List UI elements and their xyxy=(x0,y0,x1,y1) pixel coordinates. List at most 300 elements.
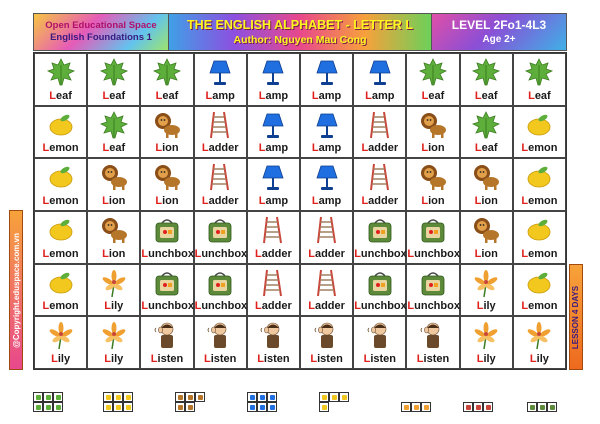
header-left-subtitle: English Foundations 1 xyxy=(50,32,152,43)
flashcard-label xyxy=(88,195,139,207)
lily-icon xyxy=(99,268,129,298)
flashcard-lunchbox xyxy=(406,264,459,317)
flashcard-label xyxy=(461,248,512,260)
lion-icon xyxy=(471,215,501,245)
flashcard-label xyxy=(88,300,139,312)
age-label: Age 2+ xyxy=(482,34,516,45)
flashcard-leaf xyxy=(140,53,193,106)
flashcard-label xyxy=(195,300,246,312)
flashcard-leaf xyxy=(87,53,140,106)
lily-icon xyxy=(46,320,76,350)
flashcard-label-rest: eaf xyxy=(481,89,498,102)
flashcard-label xyxy=(461,353,512,365)
lion-icon xyxy=(152,110,182,140)
thumbnail-card xyxy=(473,402,483,412)
thumbnail-card xyxy=(247,402,257,412)
flashcard-label-first-letter: L xyxy=(258,195,266,207)
lemon-icon xyxy=(524,215,554,245)
flashcard-label xyxy=(407,90,458,102)
leaf-icon xyxy=(524,57,554,87)
flashcard-lily xyxy=(460,316,513,369)
flashcard-ladder xyxy=(194,106,247,159)
flashcard-label xyxy=(248,195,299,207)
flashcard-label xyxy=(248,300,299,312)
listen-icon xyxy=(258,320,288,350)
flashcard-label-first-letter: L xyxy=(255,247,262,260)
flashcard-label-first-letter: L xyxy=(49,89,56,102)
flashcard-label-rest: amp xyxy=(265,89,289,102)
flashcard-label-rest: ily xyxy=(57,353,71,365)
flashcard-label xyxy=(35,142,86,154)
flashcard-label-rest: emon xyxy=(49,195,79,207)
flashcard-listen xyxy=(247,316,300,369)
flashcard-label-first-letter: L xyxy=(51,353,58,365)
flashcard-label xyxy=(354,195,405,207)
thumbnail-card xyxy=(185,402,195,412)
flashcard-label xyxy=(35,90,86,102)
flashcard-label xyxy=(461,142,512,154)
thumbnail-card xyxy=(401,402,411,412)
lily-icon xyxy=(471,320,501,350)
flashcard-label-rest: ion xyxy=(162,195,179,207)
flashcard-label-first-letter: L xyxy=(257,353,264,365)
flashcard-label-rest: unchbox xyxy=(414,300,460,313)
flashcard-lily xyxy=(513,316,566,369)
flashcard-label-first-letter: L xyxy=(310,353,318,365)
flashcard-label xyxy=(141,142,192,154)
flashcard-label-first-letter: L xyxy=(521,247,529,260)
listen-icon xyxy=(365,320,395,350)
thumbnail-card xyxy=(33,392,43,402)
lunchbox-icon xyxy=(152,215,182,245)
thumbnail-card xyxy=(123,392,133,402)
flashcard-lemon xyxy=(513,211,566,264)
flashcard-lunchbox xyxy=(140,264,193,317)
flashcard-label-rest: adder xyxy=(314,300,345,313)
flashcard-label xyxy=(301,353,352,365)
flashcard-lemon xyxy=(34,264,87,317)
flashcard-label-first-letter: L xyxy=(141,247,149,260)
lamp-icon xyxy=(258,110,288,140)
flashcard-label-rest: ion xyxy=(162,142,179,155)
flashcard-label-rest: amp xyxy=(371,89,395,102)
flashcard-label-first-letter: L xyxy=(205,89,213,102)
flashcard-label-first-letter: L xyxy=(421,195,429,207)
flashcard-label-first-letter: L xyxy=(474,89,482,102)
flashcard-ladder xyxy=(353,158,406,211)
flashcard-lamp xyxy=(247,158,300,211)
flashcard-label-rest: ily xyxy=(483,300,496,313)
ladder-icon xyxy=(365,110,395,140)
flashcard-ladder xyxy=(247,264,300,317)
header-banner xyxy=(33,13,567,51)
thumbnail-card xyxy=(113,402,123,412)
flashcard-label-first-letter: L xyxy=(104,353,112,365)
flashcard-lemon xyxy=(513,158,566,211)
flashcard-label-rest: ion xyxy=(481,195,498,207)
flashcard-leaf xyxy=(406,53,459,106)
flashcard-listen xyxy=(194,316,247,369)
flashcard-label xyxy=(407,195,458,207)
lion-icon xyxy=(418,162,448,192)
flashcard-label-rest: ily xyxy=(111,300,124,313)
flashcard-label-first-letter: L xyxy=(102,247,109,260)
flashcard-label-rest: ion xyxy=(108,247,126,260)
flashcard-label-first-letter: L xyxy=(311,142,319,155)
thumbnail-card xyxy=(195,392,205,402)
flashcard-lion xyxy=(87,158,140,211)
thumbnail-card xyxy=(339,392,349,402)
thumbnail-card xyxy=(319,402,329,412)
thumbnail-card xyxy=(103,392,113,402)
flashcard-lion xyxy=(140,106,193,159)
flashcard-label-first-letter: L xyxy=(421,142,429,155)
flashcard-label-first-letter: L xyxy=(474,195,482,207)
flashcard-lion xyxy=(406,106,459,159)
listen-icon xyxy=(205,320,235,350)
flashcard-label xyxy=(195,90,246,102)
page-title: THE ENGLISH ALPHABET - LETTER L xyxy=(187,17,413,32)
thumbnail-card xyxy=(103,402,113,412)
flashcard-label xyxy=(301,90,352,102)
flashcard-label xyxy=(141,195,192,207)
flashcard-listen xyxy=(406,316,459,369)
flashcard-label xyxy=(514,248,565,260)
flashcard-lamp xyxy=(194,53,247,106)
flashcard-label-rest: eaf xyxy=(162,89,179,102)
lamp-icon xyxy=(365,57,395,87)
thumbnail-card xyxy=(483,402,493,412)
flashcard-label xyxy=(407,353,458,365)
lunchbox-icon xyxy=(365,215,395,245)
flashcard-label-first-letter: L xyxy=(308,247,315,260)
ladder-icon xyxy=(365,162,395,192)
flashcard-label-rest: emon xyxy=(528,142,558,155)
flashcard-label-first-letter: L xyxy=(194,300,202,313)
flashcard-label-first-letter: L xyxy=(361,142,369,155)
lemon-icon xyxy=(524,268,554,298)
flashcard-label-first-letter: L xyxy=(311,89,319,102)
flashcard-label xyxy=(248,90,299,102)
lunchbox-icon xyxy=(365,268,395,298)
listen-icon xyxy=(152,320,182,350)
flashcard-label xyxy=(88,248,139,260)
ladder-icon xyxy=(205,110,235,140)
lemon-icon xyxy=(524,162,554,192)
flashcard-label-first-letter: L xyxy=(42,300,50,313)
flashcard-label xyxy=(88,353,139,365)
ladder-icon xyxy=(312,268,342,298)
flashcard-label xyxy=(354,300,405,312)
flashcard-listen xyxy=(140,316,193,369)
thumbnail-card xyxy=(43,402,53,412)
flashcard-label xyxy=(354,353,405,365)
flashcard-label-rest: unchbox xyxy=(201,247,248,260)
flashcard-label-rest: emon xyxy=(528,195,558,207)
leaf-icon xyxy=(152,57,182,87)
flashcard-label-first-letter: L xyxy=(476,300,484,313)
author-line: Author: Nguyen Mau Cong xyxy=(233,33,367,46)
leaf-icon xyxy=(46,57,76,87)
flashcard-label xyxy=(35,248,86,260)
flashcard-label-first-letter: L xyxy=(521,195,529,207)
flashcard-label-rest: ion xyxy=(428,195,445,207)
leaf-icon xyxy=(99,57,129,87)
flashcard-lion xyxy=(460,158,513,211)
flashcard-label-first-letter: L xyxy=(474,247,482,260)
flashcard-label-rest: unchbox xyxy=(201,300,248,313)
flashcard-lemon xyxy=(513,264,566,317)
thumbnail-card xyxy=(53,392,63,402)
lion-icon xyxy=(418,110,448,140)
flashcard-label-rest: amp xyxy=(265,142,289,155)
flashcard-label xyxy=(301,248,352,260)
flashcard-label xyxy=(195,353,246,365)
lemon-icon xyxy=(46,110,76,140)
header-center-panel xyxy=(168,14,432,50)
flashcard-label-rest: ily xyxy=(111,353,124,365)
flashcard-label-rest: emon xyxy=(49,142,79,155)
ladder-icon xyxy=(205,162,235,192)
flashcard-label-rest: ily xyxy=(536,353,549,365)
flashcard-label xyxy=(35,195,86,207)
lunchbox-icon xyxy=(205,268,235,298)
flashcard-label-first-letter: L xyxy=(521,300,529,313)
flashcard-label-first-letter: L xyxy=(42,142,50,155)
flashcard-label-first-letter: L xyxy=(155,142,163,155)
flashcard-label-rest: eaf xyxy=(534,89,551,102)
lion-icon xyxy=(99,162,129,192)
thumbnail-card xyxy=(527,402,537,412)
flashcard-label-first-letter: L xyxy=(361,195,369,207)
flashcard-label-rest: isten xyxy=(210,353,237,365)
leaf-icon xyxy=(99,110,129,140)
thumbnail-card xyxy=(463,402,473,412)
flashcard-label-first-letter: L xyxy=(155,195,163,207)
flashcard-label-first-letter: L xyxy=(421,89,429,102)
thumbnail-card xyxy=(257,392,267,402)
flashcard-ladder xyxy=(353,106,406,159)
flashcard-label-rest: emon xyxy=(528,300,558,313)
flashcard-listen xyxy=(353,316,406,369)
flashcard-label-rest: unchbox xyxy=(360,247,407,260)
flashcard-label xyxy=(514,142,565,154)
thumbnail-card xyxy=(267,392,277,402)
flashcard-label-first-letter: L xyxy=(255,300,262,313)
flashcard-lamp xyxy=(300,53,353,106)
flashcard-label-first-letter: L xyxy=(476,353,484,365)
flashcard-label xyxy=(248,248,299,260)
flashcard-label-rest: amp xyxy=(265,195,289,207)
flashcard-label-first-letter: L xyxy=(155,89,163,102)
lunchbox-icon xyxy=(152,268,182,298)
flashcard-label-rest: unchbox xyxy=(148,247,194,260)
flashcard-label-rest: ion xyxy=(428,142,445,155)
lunchbox-icon xyxy=(418,268,448,298)
thumbnail-card xyxy=(247,392,257,402)
flashcard-lily xyxy=(87,264,140,317)
flashcard-lamp xyxy=(247,106,300,159)
lamp-icon xyxy=(258,57,288,87)
lion-icon xyxy=(471,162,501,192)
flashcard-label xyxy=(301,195,352,207)
copyright-text: @Copyright.eduspace.com.vn xyxy=(11,232,21,348)
listen-icon xyxy=(418,320,448,350)
lamp-icon xyxy=(312,162,342,192)
flashcard-label-rest: unchbox xyxy=(148,300,194,313)
listen-icon xyxy=(312,320,342,350)
flashcard-label-rest: adder xyxy=(208,142,239,155)
flashcard-label-first-letter: L xyxy=(311,195,319,207)
flashcard-lunchbox xyxy=(406,211,459,264)
flashcard-leaf xyxy=(34,53,87,106)
flashcard-label-first-letter: L xyxy=(308,300,315,313)
flashcard-label xyxy=(461,300,512,312)
flashcard-label-first-letter: L xyxy=(407,300,415,313)
flashcard-lamp xyxy=(247,53,300,106)
thumbnail-card xyxy=(185,392,195,402)
flashcard-label-first-letter: L xyxy=(194,247,202,260)
flashcard-label-first-letter: L xyxy=(42,247,50,260)
flashcard-label xyxy=(407,142,458,154)
flashcard-label-rest: emon xyxy=(49,247,79,260)
flashcard-label-rest: isten xyxy=(263,353,290,365)
flashcard-label xyxy=(141,248,192,260)
flashcard-label-rest: eaf xyxy=(56,89,72,102)
lamp-icon xyxy=(205,57,235,87)
ladder-icon xyxy=(258,215,288,245)
flashcard-label-first-letter: L xyxy=(102,89,110,102)
lily-icon xyxy=(471,268,501,298)
flashcard-label-first-letter: L xyxy=(150,353,158,365)
flashcard-label-rest: emon xyxy=(49,300,79,313)
flashcard-label xyxy=(514,300,565,312)
flashcard-label-first-letter: L xyxy=(354,300,361,313)
flashcard-label-rest: unchbox xyxy=(360,300,407,313)
flashcard-label xyxy=(354,142,405,154)
flashcard-lunchbox xyxy=(194,211,247,264)
flashcard-label-first-letter: L xyxy=(416,353,424,365)
flashcard-label xyxy=(514,195,565,207)
flashcard-lunchbox xyxy=(194,264,247,317)
flashcard-lily xyxy=(34,316,87,369)
flashcard-grid xyxy=(33,52,567,370)
flashcard-label-rest: adder xyxy=(314,247,345,260)
flashcard-label-rest: amp xyxy=(318,195,342,207)
thumbnail-card xyxy=(547,402,557,412)
thumbnail-card xyxy=(329,392,339,402)
flashcard-label xyxy=(354,248,405,260)
lion-icon xyxy=(99,215,129,245)
flashcard-label xyxy=(141,353,192,365)
flashcard-lemon xyxy=(34,211,87,264)
flashcard-label-rest: emon xyxy=(528,247,558,260)
level-label: LEVEL 2Fo1-4L3 xyxy=(451,18,547,32)
flashcard-label xyxy=(514,353,565,365)
flashcard-lemon xyxy=(513,106,566,159)
thumbnail-card xyxy=(123,402,133,412)
flashcard-label xyxy=(195,248,246,260)
flashcard-leaf xyxy=(87,106,140,159)
leaf-icon xyxy=(418,57,448,87)
ladder-icon xyxy=(312,215,342,245)
flashcard-ladder xyxy=(300,264,353,317)
flashcard-label xyxy=(248,353,299,365)
flashcard-label-rest: eaf xyxy=(481,142,498,155)
flashcard-label-rest: eaf xyxy=(109,89,126,102)
flashcard-label xyxy=(407,248,458,260)
flashcard-label-first-letter: L xyxy=(203,353,211,365)
flashcard-lunchbox xyxy=(353,264,406,317)
flashcard-label-first-letter: L xyxy=(102,195,109,207)
flashcard-label xyxy=(461,195,512,207)
flashcard-label-rest: isten xyxy=(317,353,343,365)
thumbnail-card xyxy=(267,402,277,412)
flashcard-lion xyxy=(87,211,140,264)
flashcard-label-first-letter: L xyxy=(363,353,371,365)
flashcard-label-rest: isten xyxy=(370,353,396,365)
flashcard-label xyxy=(35,300,86,312)
flashcard-label xyxy=(141,90,192,102)
flashcard-label-first-letter: L xyxy=(141,300,149,313)
lamp-icon xyxy=(312,57,342,87)
flashcard-lily xyxy=(87,316,140,369)
flashcard-label-rest: amp xyxy=(318,89,342,102)
lemon-icon xyxy=(524,110,554,140)
flashcard-label xyxy=(141,300,192,312)
lion-icon xyxy=(152,162,182,192)
flashcard-lion xyxy=(460,211,513,264)
flashcard-lily xyxy=(460,264,513,317)
thumbnail-card xyxy=(257,402,267,412)
flashcard-label-first-letter: L xyxy=(258,89,266,102)
thumbnail-strip xyxy=(33,378,567,414)
flashcard-lemon xyxy=(34,158,87,211)
flashcard-label-first-letter: L xyxy=(521,142,529,155)
lesson-duration-text: LESSON 4 DAYS xyxy=(571,285,581,349)
flashcard-label xyxy=(514,90,565,102)
flashcard-label xyxy=(35,353,86,365)
flashcard-label xyxy=(195,142,246,154)
flashcard-lunchbox xyxy=(140,211,193,264)
flashcard-label-first-letter: L xyxy=(201,195,209,207)
leaf-icon xyxy=(471,110,501,140)
flashcard-ladder xyxy=(194,158,247,211)
flashcard-lamp xyxy=(300,106,353,159)
flashcard-label-first-letter: L xyxy=(42,195,50,207)
thumbnail-card xyxy=(411,402,421,412)
flashcard-label xyxy=(354,90,405,102)
flashcard-label xyxy=(407,300,458,312)
flashcard-label-rest: adder xyxy=(261,300,292,313)
flashcard-lion xyxy=(140,158,193,211)
flashcard-label-first-letter: L xyxy=(528,89,535,102)
flashcard-label xyxy=(461,90,512,102)
flashcard-ladder xyxy=(300,211,353,264)
flashcard-label xyxy=(248,142,299,154)
flashcard-label-rest: ily xyxy=(483,353,496,365)
header-left-panel xyxy=(34,14,168,50)
flashcard-label-first-letter: L xyxy=(365,89,372,102)
thumbnail-card xyxy=(537,402,547,412)
thumbnail-card xyxy=(43,392,53,402)
flashcard-ladder xyxy=(247,211,300,264)
flashcard-label-first-letter: L xyxy=(258,142,266,155)
flashcard-lunchbox xyxy=(353,211,406,264)
flashcard-label-rest: amp xyxy=(318,142,342,155)
flashcard-label-rest: adder xyxy=(261,247,292,260)
thumbnail-card xyxy=(113,392,123,402)
